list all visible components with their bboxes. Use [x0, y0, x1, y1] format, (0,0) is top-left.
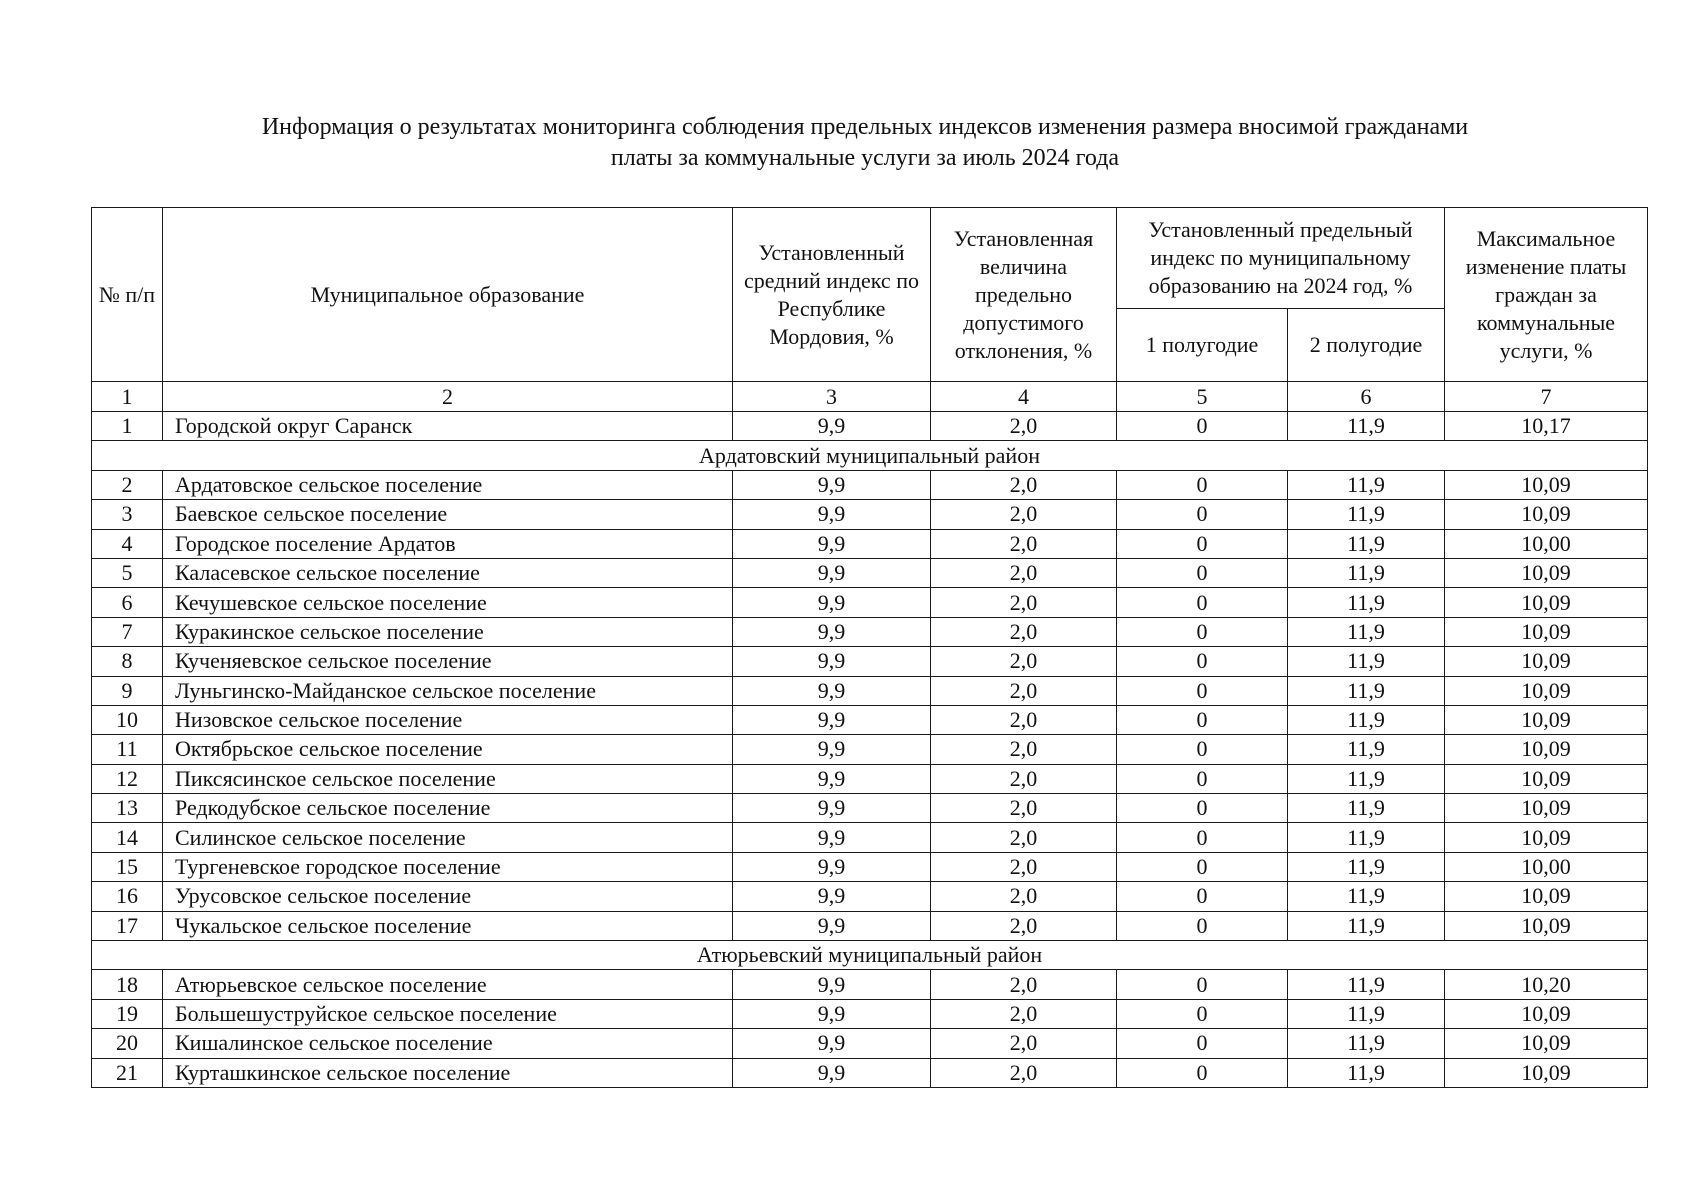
average-index-value: 9,9 [733, 882, 931, 911]
row-number: 6 [92, 588, 163, 617]
deviation-value: 2,0 [931, 882, 1117, 911]
second-half-value: 11,9 [1288, 764, 1445, 793]
table-row [92, 882, 1648, 911]
first-half-value: 0 [1117, 558, 1288, 587]
max-change-value: 10,09 [1445, 558, 1648, 587]
municipality-name: Редкодубское сельское поселение [163, 794, 733, 823]
second-half-value: 11,9 [1288, 529, 1445, 558]
first-half-value: 0 [1117, 794, 1288, 823]
column-number: 2 [163, 382, 733, 412]
row-number: 13 [92, 794, 163, 823]
section-title: Атюрьевский муниципальный район [92, 941, 1648, 970]
header-municipality: Муниципальное образование [163, 208, 733, 382]
row-number: 4 [92, 529, 163, 558]
municipality-name: Каласевское сельское поселение [163, 558, 733, 587]
section-title: Ардатовский муниципальный район [92, 441, 1648, 470]
table-body [92, 412, 1648, 1088]
second-half-value: 11,9 [1288, 1058, 1445, 1087]
first-half-value: 0 [1117, 1058, 1288, 1087]
max-change-value: 10,09 [1445, 764, 1648, 793]
max-change-value: 10,09 [1445, 882, 1648, 911]
deviation-value: 2,0 [931, 970, 1117, 999]
second-half-value: 11,9 [1288, 970, 1445, 999]
table-row [92, 588, 1648, 617]
deviation-value: 2,0 [931, 1029, 1117, 1058]
second-half-value: 11,9 [1288, 999, 1445, 1028]
municipality-name: Пиксясинское сельское поселение [163, 764, 733, 793]
first-half-value: 0 [1117, 705, 1288, 734]
table-header [92, 208, 1648, 412]
row-number: 3 [92, 500, 163, 529]
header-deviation: Установленная величина предельно допустимого отклонения, % [931, 208, 1117, 382]
deviation-value: 2,0 [931, 529, 1117, 558]
deviation-value: 2,0 [931, 911, 1117, 940]
first-half-value: 0 [1117, 823, 1288, 852]
max-change-value: 10,09 [1445, 676, 1648, 705]
municipality-name: Тургеневское городское поселение [163, 852, 733, 881]
average-index-value: 9,9 [733, 705, 931, 734]
average-index-value: 9,9 [733, 852, 931, 881]
max-change-value: 10,00 [1445, 529, 1648, 558]
average-index-value: 9,9 [733, 676, 931, 705]
column-number: 4 [931, 382, 1117, 412]
first-half-value: 0 [1117, 412, 1288, 441]
second-half-value: 11,9 [1288, 911, 1445, 940]
first-half-value: 0 [1117, 470, 1288, 499]
column-number: 6 [1288, 382, 1445, 412]
max-change-value: 10,09 [1445, 823, 1648, 852]
header-average-index: Установленный средний индекс по Республике Мордовия, % [733, 208, 931, 382]
deviation-value: 2,0 [931, 470, 1117, 499]
average-index-value: 9,9 [733, 558, 931, 587]
max-change-value: 10,09 [1445, 999, 1648, 1028]
section-header-row [92, 941, 1648, 970]
deviation-value: 2,0 [931, 500, 1117, 529]
column-number-row [92, 382, 1648, 412]
monitoring-table [91, 207, 1648, 1088]
average-index-value: 9,9 [733, 794, 931, 823]
second-half-value: 11,9 [1288, 705, 1445, 734]
average-index-value: 9,9 [733, 999, 931, 1028]
section-header-row [92, 441, 1648, 470]
deviation-value: 2,0 [931, 647, 1117, 676]
row-number: 16 [92, 882, 163, 911]
municipality-name: Урусовское сельское поселение [163, 882, 733, 911]
second-half-value: 11,9 [1288, 558, 1445, 587]
column-number: 5 [1117, 382, 1288, 412]
deviation-value: 2,0 [931, 617, 1117, 646]
max-change-value: 10,09 [1445, 911, 1648, 940]
second-half-value: 11,9 [1288, 823, 1445, 852]
municipality-name: Низовское сельское поселение [163, 705, 733, 734]
deviation-value: 2,0 [931, 705, 1117, 734]
max-change-value: 10,09 [1445, 1058, 1648, 1087]
row-number: 5 [92, 558, 163, 587]
table-row [92, 470, 1648, 499]
column-number: 1 [92, 382, 163, 412]
first-half-value: 0 [1117, 588, 1288, 617]
deviation-value: 2,0 [931, 735, 1117, 764]
table-row [92, 647, 1648, 676]
average-index-value: 9,9 [733, 735, 931, 764]
first-half-value: 0 [1117, 882, 1288, 911]
row-number: 11 [92, 735, 163, 764]
first-half-value: 0 [1117, 500, 1288, 529]
average-index-value: 9,9 [733, 412, 931, 441]
table-row [92, 764, 1648, 793]
second-half-value: 11,9 [1288, 852, 1445, 881]
average-index-value: 9,9 [733, 500, 931, 529]
second-half-value: 11,9 [1288, 882, 1445, 911]
municipality-name: Кишалинское сельское поселение [163, 1029, 733, 1058]
table-row [92, 735, 1648, 764]
row-number: 19 [92, 999, 163, 1028]
row-number: 10 [92, 705, 163, 734]
second-half-value: 11,9 [1288, 470, 1445, 499]
row-number: 18 [92, 970, 163, 999]
row-number: 7 [92, 617, 163, 646]
header-number: № п/п [92, 208, 163, 382]
municipality-name: Кечушевское сельское поселение [163, 588, 733, 617]
table-row [92, 970, 1648, 999]
table-row [92, 705, 1648, 734]
max-change-value: 10,00 [1445, 852, 1648, 881]
average-index-value: 9,9 [733, 617, 931, 646]
average-index-value: 9,9 [733, 470, 931, 499]
municipality-name: Городское поселение Ардатов [163, 529, 733, 558]
first-half-value: 0 [1117, 647, 1288, 676]
first-half-value: 0 [1117, 999, 1288, 1028]
table-row [92, 1029, 1648, 1058]
average-index-value: 9,9 [733, 911, 931, 940]
page-title [100, 112, 1630, 174]
municipality-name: Октябрьское сельское поселение [163, 735, 733, 764]
first-half-value: 0 [1117, 911, 1288, 940]
row-number: 15 [92, 852, 163, 881]
first-half-value: 0 [1117, 852, 1288, 881]
municipality-name: Куракинское сельское поселение [163, 617, 733, 646]
header-limit-index: Установленный предельный индекс по муниципальному образованию на 2024 год, % [1117, 208, 1445, 309]
title-line-2: платы за коммунальные услуги за июль 2024 года [610, 145, 1120, 171]
max-change-value: 10,09 [1445, 794, 1648, 823]
second-half-value: 11,9 [1288, 794, 1445, 823]
max-change-value: 10,20 [1445, 970, 1648, 999]
max-change-value: 10,09 [1445, 500, 1648, 529]
deviation-value: 2,0 [931, 852, 1117, 881]
max-change-value: 10,09 [1445, 705, 1648, 734]
municipality-name: Силинское сельское поселение [163, 823, 733, 852]
table-row [92, 676, 1648, 705]
first-half-value: 0 [1117, 735, 1288, 764]
average-index-value: 9,9 [733, 1058, 931, 1087]
table-row [92, 412, 1648, 441]
average-index-value: 9,9 [733, 823, 931, 852]
table-row [92, 794, 1648, 823]
municipality-name: Курташкинское сельское поселение [163, 1058, 733, 1087]
row-number: 17 [92, 911, 163, 940]
table-row [92, 823, 1648, 852]
average-index-value: 9,9 [733, 588, 931, 617]
row-number: 21 [92, 1058, 163, 1087]
max-change-value: 10,09 [1445, 735, 1648, 764]
header-second-half: 2 полугодие [1288, 309, 1445, 382]
first-half-value: 0 [1117, 1029, 1288, 1058]
first-half-value: 0 [1117, 970, 1288, 999]
deviation-value: 2,0 [931, 999, 1117, 1028]
row-number: 2 [92, 470, 163, 499]
row-number: 9 [92, 676, 163, 705]
second-half-value: 11,9 [1288, 1029, 1445, 1058]
deviation-value: 2,0 [931, 676, 1117, 705]
second-half-value: 11,9 [1288, 412, 1445, 441]
header-max-change: Максимальное изменение платы граждан за коммунальные услуги, % [1445, 208, 1648, 382]
header-first-half: 1 полугодие [1117, 309, 1288, 382]
second-half-value: 11,9 [1288, 676, 1445, 705]
row-number: 8 [92, 647, 163, 676]
deviation-value: 2,0 [931, 764, 1117, 793]
table-row [92, 999, 1648, 1028]
table-row [92, 852, 1648, 881]
average-index-value: 9,9 [733, 764, 931, 793]
table-row [92, 558, 1648, 587]
row-number: 14 [92, 823, 163, 852]
deviation-value: 2,0 [931, 794, 1117, 823]
table-row [92, 500, 1648, 529]
table-row [92, 911, 1648, 940]
row-number: 20 [92, 1029, 163, 1058]
average-index-value: 9,9 [733, 970, 931, 999]
average-index-value: 9,9 [733, 647, 931, 676]
max-change-value: 10,09 [1445, 1029, 1648, 1058]
second-half-value: 11,9 [1288, 500, 1445, 529]
average-index-value: 9,9 [733, 1029, 931, 1058]
second-half-value: 11,9 [1288, 735, 1445, 764]
deviation-value: 2,0 [931, 823, 1117, 852]
average-index-value: 9,9 [733, 529, 931, 558]
municipality-name: Чукальское сельское поселение [163, 911, 733, 940]
deviation-value: 2,0 [931, 1058, 1117, 1087]
max-change-value: 10,17 [1445, 412, 1648, 441]
second-half-value: 11,9 [1288, 588, 1445, 617]
municipality-name: Луньгинско-Майданское сельское поселение [163, 676, 733, 705]
municipality-name: Атюрьевское сельское поселение [163, 970, 733, 999]
second-half-value: 11,9 [1288, 647, 1445, 676]
second-half-value: 11,9 [1288, 617, 1445, 646]
max-change-value: 10,09 [1445, 617, 1648, 646]
first-half-value: 0 [1117, 676, 1288, 705]
table-row [92, 617, 1648, 646]
table-row [92, 1058, 1648, 1087]
row-number: 12 [92, 764, 163, 793]
max-change-value: 10,09 [1445, 470, 1648, 499]
municipality-name: Ардатовское сельское поселение [163, 470, 733, 499]
deviation-value: 2,0 [931, 412, 1117, 441]
title-line-1: Информация о результатах мониторинга соблюдения предельных индексов изменения размера вносимой гражданами [261, 114, 1469, 140]
first-half-value: 0 [1117, 764, 1288, 793]
deviation-value: 2,0 [931, 588, 1117, 617]
municipality-name: Большешуструйское сельское поселение [163, 999, 733, 1028]
first-half-value: 0 [1117, 617, 1288, 646]
row-number: 1 [92, 412, 163, 441]
municipality-name: Кученяевское сельское поселение [163, 647, 733, 676]
column-number: 7 [1445, 382, 1648, 412]
column-number: 3 [733, 382, 931, 412]
municipality-name: Баевское сельское поселение [163, 500, 733, 529]
deviation-value: 2,0 [931, 558, 1117, 587]
max-change-value: 10,09 [1445, 647, 1648, 676]
table-row [92, 529, 1648, 558]
first-half-value: 0 [1117, 529, 1288, 558]
municipality-name: Городской округ Саранск [163, 412, 733, 441]
max-change-value: 10,09 [1445, 588, 1648, 617]
